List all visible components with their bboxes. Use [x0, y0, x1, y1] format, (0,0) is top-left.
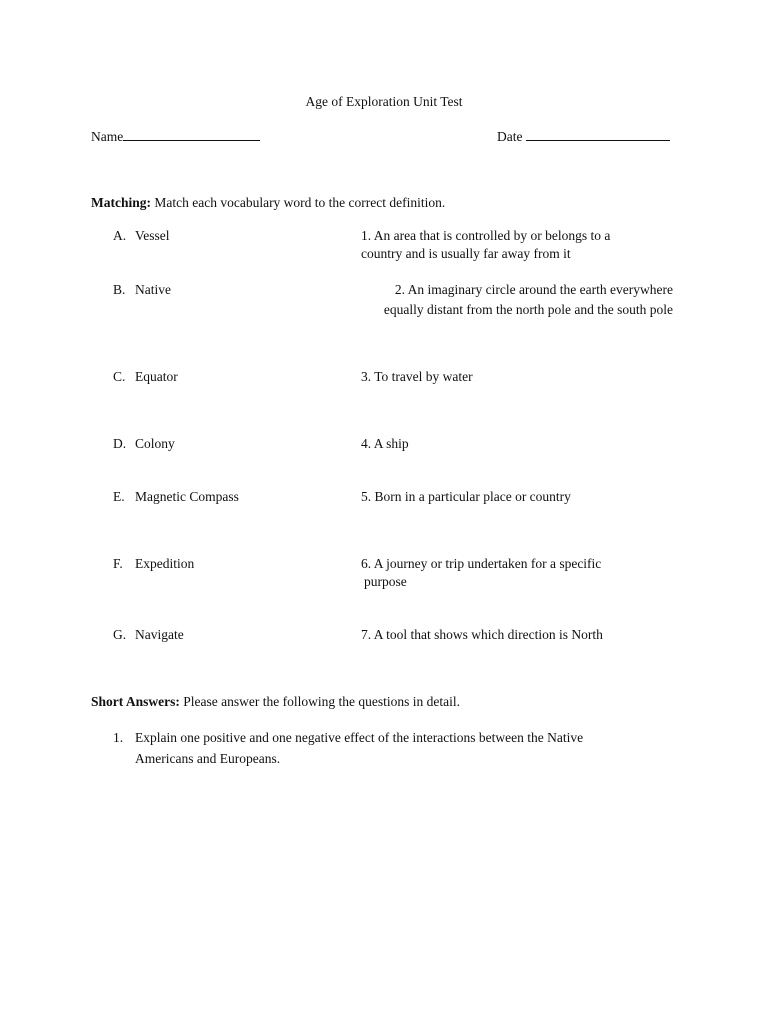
- definition-item: [361, 227, 610, 263]
- definition-item: [361, 555, 601, 591]
- date-blank[interactable]: [526, 128, 670, 141]
- page-title: Age of Exploration Unit Test: [305, 94, 463, 109]
- definition-line: 7. A tool that shows which direction is North: [361, 627, 603, 642]
- term-word: Equator: [135, 369, 178, 384]
- definition-line: 4. A ship: [361, 436, 409, 451]
- definition-line: purpose: [364, 574, 407, 589]
- term-word: Navigate: [135, 627, 184, 642]
- matching-heading: Matching:: [91, 195, 151, 210]
- question-line: Americans and Europeans.: [135, 751, 281, 766]
- term-word: Colony: [135, 436, 175, 451]
- definition-item: [361, 368, 473, 386]
- term-word: Magnetic Compass: [135, 489, 239, 504]
- term-letter: F.: [113, 556, 123, 571]
- definition-item: [349, 281, 673, 319]
- term-letter: C.: [113, 369, 126, 384]
- definition-line: country and is usually far away from it: [361, 246, 571, 261]
- definition-line: 5. Born in a particular place or country: [361, 489, 571, 504]
- question-item: [113, 727, 583, 769]
- definition-line: 1. An area that is controlled by or belongs to a: [361, 228, 611, 243]
- term-item: [113, 556, 194, 572]
- name-blank[interactable]: [123, 128, 260, 141]
- term-letter: A.: [113, 228, 127, 243]
- term-word: Native: [135, 282, 171, 297]
- definition-line: equally distant from the north pole and the south pole: [383, 302, 673, 317]
- name-label: Name: [91, 129, 124, 144]
- term-letter: G.: [113, 627, 127, 642]
- short-answers-heading: Short Answers:: [91, 694, 180, 709]
- short-answers-header: [91, 694, 460, 710]
- term-word: Vessel: [135, 228, 170, 243]
- term-item: [113, 436, 175, 452]
- term-word: Expedition: [135, 556, 195, 571]
- term-item: [113, 489, 239, 505]
- definition-item: [361, 488, 571, 506]
- term-letter: B.: [113, 282, 126, 297]
- term-letter: E.: [113, 489, 125, 504]
- name-line: [91, 128, 260, 145]
- date-line: [497, 128, 670, 145]
- definition-item: [361, 435, 409, 453]
- definition-line: 2. An imaginary circle around the earth everywhere: [394, 282, 673, 297]
- question-number: 1.: [113, 730, 124, 745]
- term-item: [113, 369, 178, 385]
- short-answers-instruction: Please answer the following the questions in detail.: [183, 694, 460, 709]
- term-letter: D.: [113, 436, 127, 451]
- definition-line: 3. To travel by water: [361, 369, 473, 384]
- term-item: [113, 282, 171, 298]
- matching-instruction: Match each vocabulary word to the correct definition.: [154, 195, 446, 210]
- definition-line: 6. A journey or trip undertaken for a specific: [361, 556, 602, 571]
- question-line: Explain one positive and one negative effect of the interactions between the Native: [135, 730, 584, 745]
- matching-header: [91, 195, 445, 211]
- definition-item: [361, 626, 603, 644]
- date-label: Date: [497, 129, 523, 144]
- term-item: [113, 228, 170, 244]
- term-item: [113, 627, 184, 643]
